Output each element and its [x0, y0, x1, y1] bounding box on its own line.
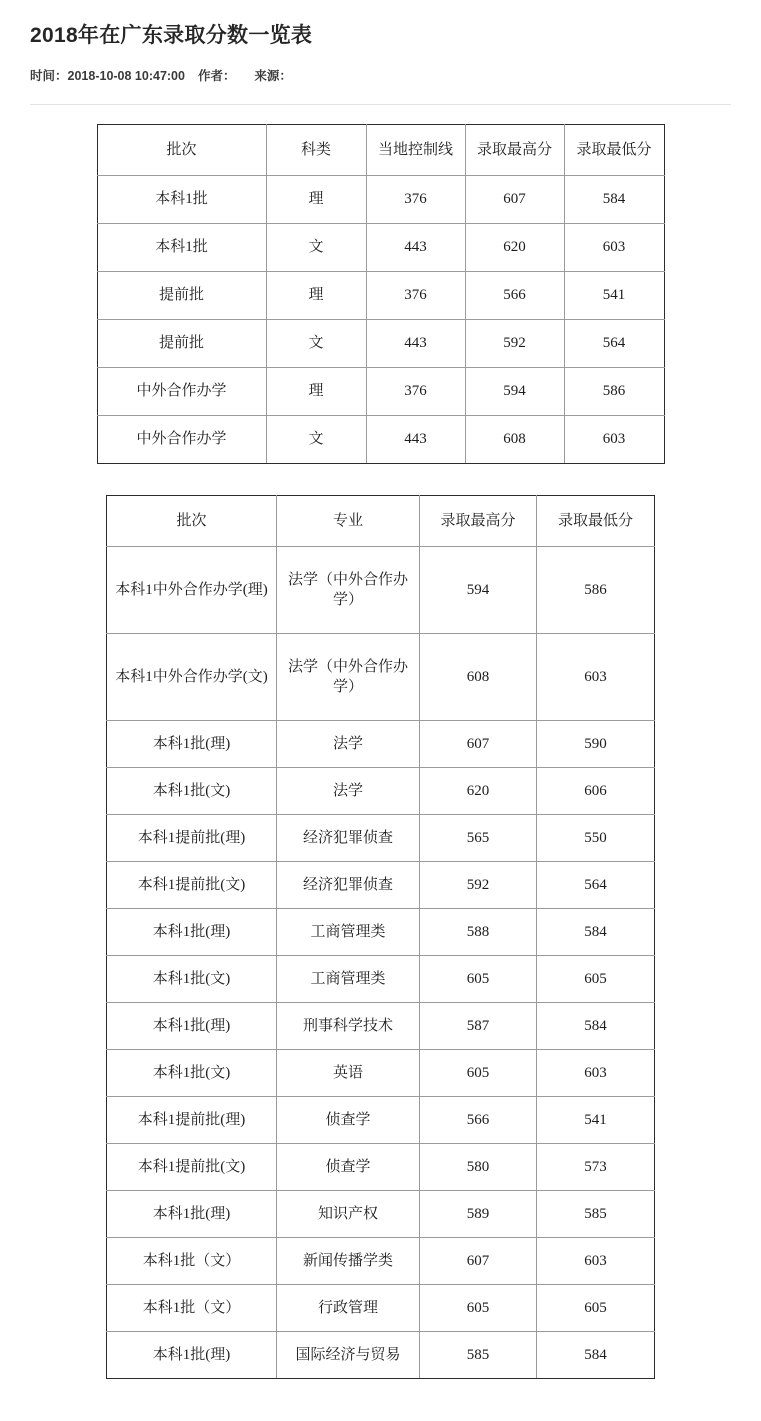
- column-header: 录取最高分: [420, 496, 537, 547]
- cell-subject: 文: [266, 416, 366, 464]
- table-row: [107, 1144, 655, 1191]
- cell-highest-score: 620: [420, 768, 537, 815]
- cell-major: 经济犯罪侦查: [277, 862, 420, 909]
- cell-lowest-score: 584: [564, 176, 664, 224]
- major-score-table: [106, 495, 655, 1379]
- cell-lowest-score: 603: [564, 416, 664, 464]
- column-header: 录取最低分: [564, 125, 664, 176]
- table-row: [107, 1050, 655, 1097]
- table-row: [97, 272, 664, 320]
- cell-subject: 理: [266, 176, 366, 224]
- cell-control-line: 376: [366, 176, 465, 224]
- cell-highest-score: 587: [420, 1003, 537, 1050]
- cell-major: 英语: [277, 1050, 420, 1097]
- cell-lowest-score: 586: [537, 547, 655, 634]
- cell-major: 经济犯罪侦查: [277, 815, 420, 862]
- cell-batch: 本科1批(理): [107, 1191, 277, 1238]
- cell-major: 国际经济与贸易: [277, 1332, 420, 1379]
- table-row: [107, 815, 655, 862]
- cell-highest-score: 594: [465, 368, 564, 416]
- cell-major: 法学（中外合作办学）: [277, 547, 420, 634]
- cell-highest-score: 607: [420, 721, 537, 768]
- cell-lowest-score: 586: [564, 368, 664, 416]
- cell-major: 刑事科学技术: [277, 1003, 420, 1050]
- table-row: [107, 1003, 655, 1050]
- table-row: [107, 862, 655, 909]
- cell-lowest-score: 564: [537, 862, 655, 909]
- cell-lowest-score: 603: [537, 1238, 655, 1285]
- cell-batch: 本科1提前批(理): [107, 815, 277, 862]
- cell-lowest-score: 564: [564, 320, 664, 368]
- cell-major: 侦查学: [277, 1097, 420, 1144]
- column-header: 批次: [107, 496, 277, 547]
- cell-major: 侦查学: [277, 1144, 420, 1191]
- cell-highest-score: 589: [420, 1191, 537, 1238]
- cell-highest-score: 566: [420, 1097, 537, 1144]
- cell-highest-score: 588: [420, 909, 537, 956]
- cell-highest-score: 607: [420, 1238, 537, 1285]
- cell-batch: 本科1批（文）: [107, 1285, 277, 1332]
- cell-highest-score: 605: [420, 956, 537, 1003]
- header-divider: [30, 104, 731, 105]
- cell-highest-score: 605: [420, 1050, 537, 1097]
- cell-highest-score: 580: [420, 1144, 537, 1191]
- table-row: [107, 1191, 655, 1238]
- cell-control-line: 443: [366, 224, 465, 272]
- cell-highest-score: 585: [420, 1332, 537, 1379]
- batch-score-table: [97, 124, 665, 464]
- cell-batch: 本科1批(理): [107, 721, 277, 768]
- table-row: [107, 634, 655, 721]
- cell-batch: 本科1提前批(文): [107, 1144, 277, 1191]
- cell-lowest-score: 605: [537, 956, 655, 1003]
- cell-lowest-score: 541: [564, 272, 664, 320]
- cell-batch: 本科1提前批(理): [107, 1097, 277, 1144]
- cell-batch: 提前批: [97, 272, 266, 320]
- table-header-row: [107, 496, 655, 547]
- cell-major: 法学: [277, 721, 420, 768]
- cell-highest-score: 592: [420, 862, 537, 909]
- cell-subject: 理: [266, 368, 366, 416]
- meta-time: [30, 69, 188, 83]
- cell-lowest-score: 550: [537, 815, 655, 862]
- cell-batch: 本科1批（文）: [107, 1238, 277, 1285]
- article-meta: [30, 67, 731, 86]
- cell-major: 法学（中外合作办学）: [277, 634, 420, 721]
- cell-batch: 中外合作办学: [97, 368, 266, 416]
- cell-batch: 提前批: [97, 320, 266, 368]
- meta-author: [194, 69, 238, 83]
- cell-highest-score: 592: [465, 320, 564, 368]
- table-row: [97, 176, 664, 224]
- table-row: [107, 956, 655, 1003]
- cell-highest-score: 566: [465, 272, 564, 320]
- cell-highest-score: 607: [465, 176, 564, 224]
- column-header: 当地控制线: [366, 125, 465, 176]
- cell-lowest-score: 584: [537, 909, 655, 956]
- table-two-body: [107, 496, 655, 1379]
- cell-lowest-score: 584: [537, 1003, 655, 1050]
- cell-control-line: 443: [366, 416, 465, 464]
- cell-subject: 文: [266, 320, 366, 368]
- cell-major: 知识产权: [277, 1191, 420, 1238]
- cell-lowest-score: 584: [537, 1332, 655, 1379]
- cell-lowest-score: 605: [537, 1285, 655, 1332]
- cell-lowest-score: 603: [537, 1050, 655, 1097]
- cell-lowest-score: 606: [537, 768, 655, 815]
- cell-batch: 本科1提前批(文): [107, 862, 277, 909]
- cell-major: 工商管理类: [277, 956, 420, 1003]
- cell-lowest-score: 541: [537, 1097, 655, 1144]
- cell-major: 新闻传播学类: [277, 1238, 420, 1285]
- article-header: [0, 0, 761, 86]
- column-header: 专业: [277, 496, 420, 547]
- meta-time-label: 时间：: [30, 69, 68, 84]
- cell-highest-score: 605: [420, 1285, 537, 1332]
- table-row: [97, 224, 664, 272]
- cell-major: 行政管理: [277, 1285, 420, 1332]
- cell-control-line: 443: [366, 320, 465, 368]
- table-row: [107, 1332, 655, 1379]
- cell-batch: 本科1中外合作办学(文): [107, 634, 277, 721]
- table-row: [107, 909, 655, 956]
- cell-batch: 本科1中外合作办学(理): [107, 547, 277, 634]
- cell-lowest-score: 590: [537, 721, 655, 768]
- table-row: [107, 768, 655, 815]
- table-header-row: [97, 125, 664, 176]
- table-row: [107, 1238, 655, 1285]
- table-row: [97, 320, 664, 368]
- cell-batch: 本科1批(理): [107, 909, 277, 956]
- cell-batch: 中外合作办学: [97, 416, 266, 464]
- table-one-body: [97, 125, 664, 464]
- table-row: [107, 1097, 655, 1144]
- meta-author-label: 作者：: [197, 69, 236, 84]
- cell-lowest-score: 603: [564, 224, 664, 272]
- cell-lowest-score: 603: [537, 634, 655, 721]
- meta-source: [251, 69, 292, 83]
- cell-highest-score: 608: [420, 634, 537, 721]
- column-header: 科类: [266, 125, 366, 176]
- cell-subject: 理: [266, 272, 366, 320]
- cell-lowest-score: 573: [537, 1144, 655, 1191]
- table-row: [107, 721, 655, 768]
- cell-highest-score: 594: [420, 547, 537, 634]
- cell-highest-score: 620: [465, 224, 564, 272]
- table-row: [107, 547, 655, 634]
- cell-major: 工商管理类: [277, 909, 420, 956]
- cell-highest-score: 608: [465, 416, 564, 464]
- meta-time-value: 2018-10-08 10:47:00: [67, 69, 185, 84]
- cell-batch: 本科1批(理): [107, 1003, 277, 1050]
- cell-batch: 本科1批(文): [107, 956, 277, 1003]
- column-header: 录取最高分: [465, 125, 564, 176]
- cell-batch: 本科1批(文): [107, 1050, 277, 1097]
- cell-subject: 文: [266, 224, 366, 272]
- column-header: 录取最低分: [537, 496, 655, 547]
- column-header: 批次: [97, 125, 266, 176]
- meta-source-label: 来源：: [254, 69, 292, 84]
- cell-control-line: 376: [366, 368, 465, 416]
- table-two-wrapper: [0, 495, 761, 1379]
- cell-major: 法学: [277, 768, 420, 815]
- cell-batch: 本科1批: [97, 176, 266, 224]
- table-one-wrapper: [0, 124, 761, 464]
- cell-highest-score: 565: [420, 815, 537, 862]
- cell-batch: 本科1批(文): [107, 768, 277, 815]
- cell-batch: 本科1批: [97, 224, 266, 272]
- table-row: [97, 416, 664, 464]
- cell-control-line: 376: [366, 272, 465, 320]
- table-row: [97, 368, 664, 416]
- page-title: 2018年在广东录取分数一览表: [30, 24, 313, 47]
- cell-lowest-score: 585: [537, 1191, 655, 1238]
- table-row: [107, 1285, 655, 1332]
- cell-batch: 本科1批(理): [107, 1332, 277, 1379]
